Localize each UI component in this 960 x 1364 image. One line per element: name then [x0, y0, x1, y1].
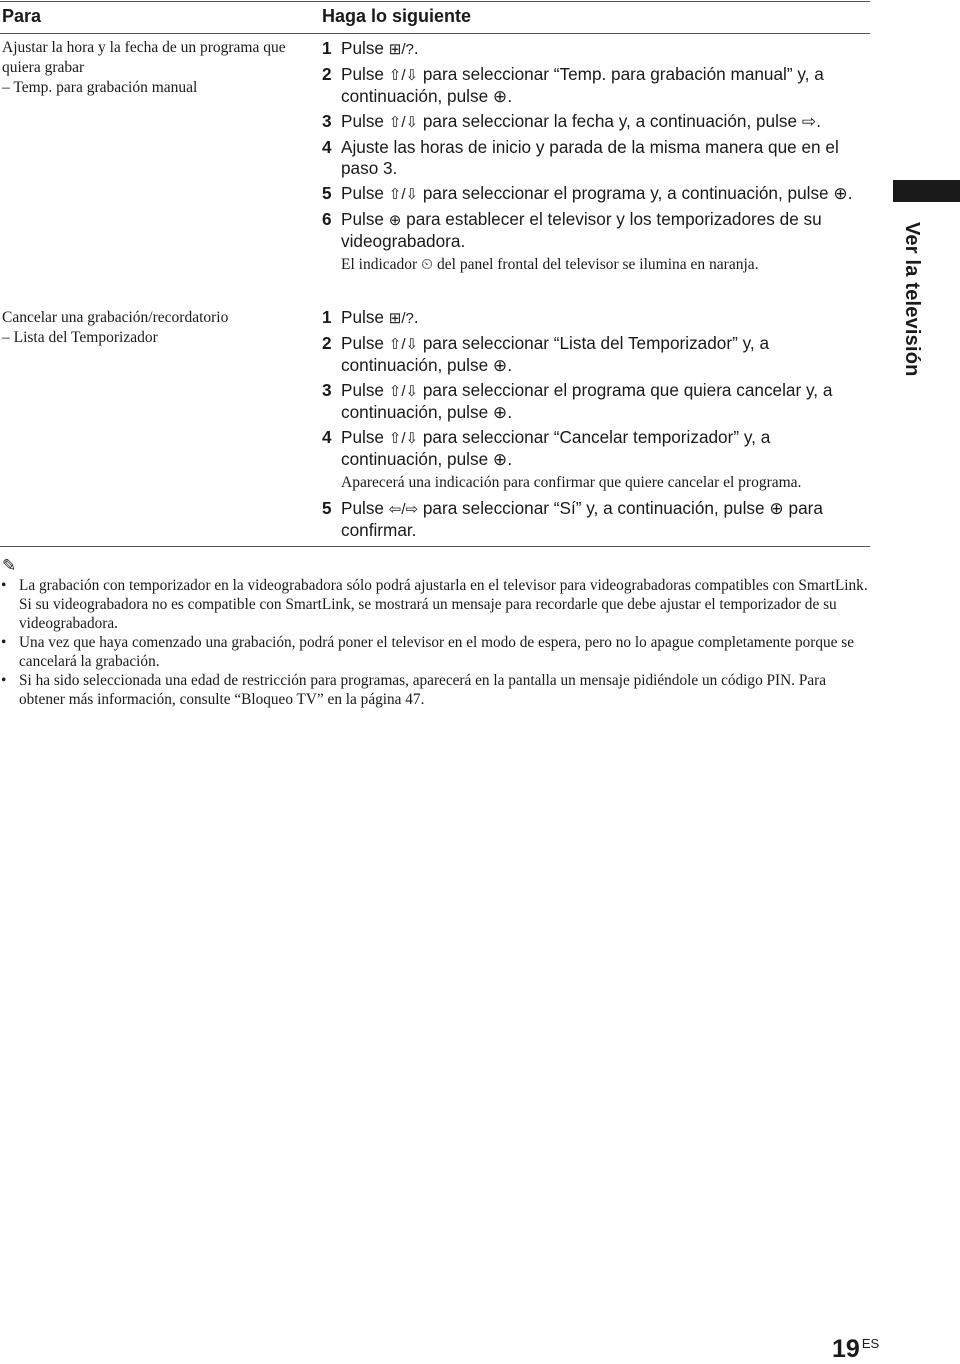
- step-text: para seleccionar “Cancelar temporizador” y, a continuación, pulse ⊕.: [341, 427, 771, 469]
- steps-cell-row-1: [322, 38, 870, 280]
- bullet: •: [1, 634, 7, 651]
- step-item: [322, 498, 870, 541]
- notes-list: [0, 576, 872, 709]
- step-text: Pulse: [341, 427, 389, 447]
- task-cell-row-2: [2, 308, 302, 348]
- step-item: [322, 64, 870, 107]
- step-text: Pulse: [341, 307, 389, 327]
- note-text: Una vez que haya comenzado una grabación, podrá poner el televisor en el modo de espera, pero no lo apague completamente porque se cancelará la grabación.: [19, 634, 855, 670]
- up-down-arrow-icon: ⇧/⇩: [388, 336, 419, 353]
- list-item: [0, 671, 872, 709]
- column-header-haga: Haga lo siguiente: [322, 6, 472, 26]
- column-header-para: Para: [2, 6, 42, 26]
- step-item: [322, 307, 870, 329]
- page-language: ES: [861, 1336, 880, 1351]
- step-text: para seleccionar el programa que quiera cancelar y, a continuación, pulse ⊕.: [341, 380, 833, 422]
- step-text: Ajuste las horas de inicio y parada de la misma manera que en el paso 3.: [341, 137, 839, 178]
- step-item: [322, 137, 870, 179]
- table-bottom-rule: [0, 546, 870, 547]
- steps-cell-row-2: [322, 307, 870, 545]
- step-number: 2: [322, 333, 332, 353]
- step-item: [322, 38, 870, 60]
- step-text: Pulse: [341, 333, 389, 353]
- step-note: Aparecerá una indicación para confirmar que quiere cancelar el programa.: [341, 474, 802, 491]
- up-down-arrow-icon: ⇧/⇩: [388, 67, 419, 84]
- step-text: Pulse: [341, 380, 389, 400]
- step-text: Pulse: [341, 64, 389, 84]
- section-tab-marker: [893, 180, 960, 202]
- step-text: para seleccionar “Temp. para grabación manual” y, a continuación, pulse ⊕.: [341, 64, 824, 106]
- note-text: La grabación con temporizador en la videograbadora sólo podrá ajustarla en el televisor para videograbadoras compatibles con SmartLink. Si su videograbadora no es compatible con SmartLink, se mostrará un mensaje para recordarle que debe ajustar el temporizador de su videograbadora.: [19, 577, 868, 632]
- up-down-arrow-icon: ⇧/⇩: [388, 383, 419, 400]
- step-number: 4: [322, 427, 332, 447]
- step-text: .: [413, 38, 419, 58]
- step-text: Pulse: [341, 183, 389, 203]
- step-text: Pulse: [341, 111, 389, 131]
- step-number: 3: [322, 380, 332, 400]
- page-number-value: 19: [832, 1335, 860, 1363]
- task-main: Ajustar la hora y la fecha de un programa que quiera grabar: [2, 39, 286, 76]
- step-text: para seleccionar “Lista del Temporizador” y, a continuación, pulse ⊕.: [341, 333, 770, 375]
- task-cell-row-1: [2, 38, 302, 98]
- note-text: Si ha sido seleccionada una edad de restricción para programas, aparecerá en la pantalla un mensaje pidiéndole un código PIN. Para obtener más información, consulte “Bloqueo TV” en la página 47.: [19, 672, 827, 708]
- step-number: 1: [322, 38, 332, 58]
- pencil-icon: ✎: [2, 556, 17, 575]
- step-text: Pulse: [341, 209, 389, 229]
- task-main: Cancelar una grabación/recordatorio: [2, 309, 229, 326]
- bullet: •: [1, 577, 7, 594]
- step-text: Pulse: [341, 498, 389, 518]
- up-down-arrow-icon: ⇧/⇩: [388, 186, 419, 203]
- table-top-rule: [0, 1, 870, 2]
- menu-help-icon: ⊞/?: [388, 41, 414, 58]
- bullet: •: [1, 672, 7, 689]
- step-number: 5: [322, 498, 332, 518]
- step-item: [322, 380, 870, 423]
- step-text: para seleccionar “Sí” y, a continuación, pulse ⊕ para confirmar.: [341, 498, 823, 540]
- step-number: 3: [322, 111, 332, 131]
- step-item: [322, 427, 870, 470]
- table-header-rule: [0, 33, 870, 34]
- step-text: para seleccionar el programa y, a continuación, pulse ⊕.: [418, 183, 853, 203]
- task-sub: – Temp. para grabación manual: [2, 79, 198, 96]
- step-number: 5: [322, 183, 332, 203]
- step-item: [322, 183, 870, 205]
- step-text: para seleccionar la fecha y, a continuación, pulse ⇨.: [418, 111, 822, 131]
- step-item: [322, 333, 870, 376]
- step-number: 2: [322, 64, 332, 84]
- step-text: para establecer el televisor y los temporizadores de su videograbadora.: [341, 209, 822, 251]
- step-number: 6: [322, 209, 332, 229]
- step-number: 4: [322, 137, 332, 157]
- step-item: [322, 111, 870, 133]
- list-item: [0, 633, 872, 671]
- notes-section: [0, 556, 872, 709]
- left-right-arrow-icon: ⇦/⇨: [388, 501, 419, 518]
- step-item: [322, 209, 870, 252]
- up-down-arrow-icon: ⇧/⇩: [388, 430, 419, 447]
- up-down-arrow-icon: ⇧/⇩: [388, 114, 419, 131]
- step-text: Pulse: [341, 38, 389, 58]
- task-sub: – Lista del Temporizador: [2, 329, 158, 346]
- step-number: 1: [322, 307, 332, 327]
- step-note: El indicador ⏲ del panel frontal del televisor se ilumina en naranja.: [341, 256, 759, 273]
- list-item: [0, 576, 872, 633]
- enter-button-icon: ⊕: [388, 212, 402, 229]
- section-side-label: Ver la televisión: [901, 222, 923, 377]
- menu-help-icon: ⊞/?: [388, 310, 414, 327]
- step-text: .: [413, 307, 419, 327]
